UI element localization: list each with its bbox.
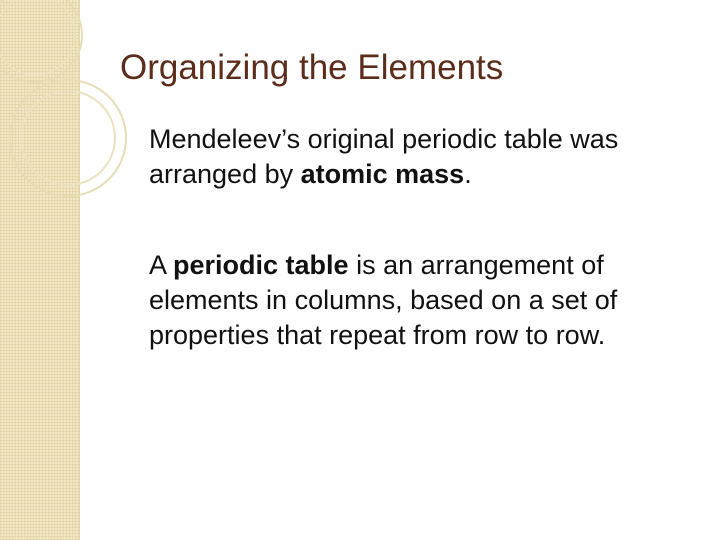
body-paragraph-1 — [149, 122, 709, 192]
deco-circle-top-inner — [0, 0, 75, 75]
paragraph-2-text-end: is an arrangement of elements in columns, based on a set of properties that repeat from row to row. — [149, 250, 618, 350]
body-paragraph-2 — [149, 248, 709, 353]
deco-circle-mid-outer — [10, 80, 126, 196]
slide-title: Organizing the Elements — [120, 48, 504, 87]
paragraph-1-text-end: . — [464, 159, 472, 189]
decorative-circles — [0, 0, 130, 230]
deco-circle-top-outer — [0, 0, 82, 82]
paragraph-2-bold-term: periodic table — [173, 250, 349, 280]
paragraph-1-bold-term: atomic mass — [300, 159, 465, 189]
paragraph-2-text: A — [149, 250, 174, 280]
paragraph-1-text: Mendeleev’s original periodic table was arranged by — [149, 124, 619, 189]
deco-circle-mid-inner — [21, 91, 115, 185]
